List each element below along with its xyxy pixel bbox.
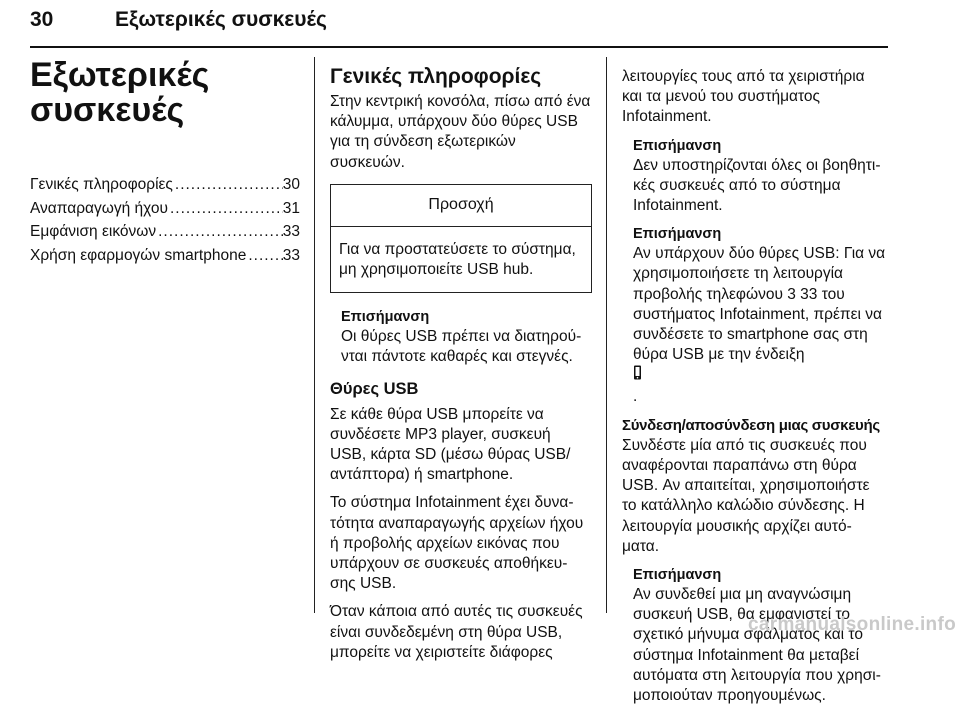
- toc-entry[interactable]: Εμφάνιση εικόνων ..... 33: [30, 220, 300, 244]
- paragraph: Όταν κάποια από αυτές τις συσκευές είναι συνδεδεμένη στη θύρα USB, μπορείτε να χειριστείτε διάφορες: [330, 603, 583, 661]
- note-title: Επισήμανση: [633, 226, 722, 243]
- page-number: 30: [30, 8, 54, 31]
- connect-disconnect-heading: Σύνδεση/αποσύνδεση μιας συσκευής: [622, 416, 880, 434]
- chapter-title: Εξωτερικές συσκευές: [30, 56, 210, 129]
- column-divider-2: [606, 57, 607, 613]
- table-of-contents: [30, 173, 300, 267]
- page-header: [30, 6, 890, 50]
- paragraph: Το σύστημα Infotainment έχει δυνα‐ τότητα αναπαραγωγής αρχείων ήχου ή προβολής αρχείων εικόνας που υπάρχουν σε συσκευές αποθήκευ‐ σης USB.: [330, 494, 584, 593]
- cross-reference-arrow-icon[interactable]: 3: [787, 285, 796, 303]
- note-block: [633, 136, 888, 217]
- running-title: Εξωτερικές συσκευές: [115, 8, 327, 31]
- toc-entry[interactable]: Αναπαραγωγή ήχου ..... 31: [30, 197, 300, 221]
- paragraph: Σε κάθε θύρα USB μπορείτε να συνδέσετε MP3 player, συσκευή USB, κάρτα SD (μέσω θύρας USB/ αντάπτορα) ή smartphone.: [330, 405, 571, 484]
- note-title: Επισήμανση: [633, 137, 722, 154]
- content-column-2: [330, 64, 592, 671]
- header-divider: [30, 46, 888, 48]
- note-block: [341, 307, 592, 367]
- note-block: [633, 224, 888, 407]
- caution-text: Για να προστατεύσετε το σύστημα, μη χρησιμοποιείτε USB hub.: [339, 240, 576, 279]
- caution-box: [330, 184, 592, 293]
- note-title: Επισήμανση: [341, 309, 430, 326]
- phone-usb-icon: [633, 365, 888, 386]
- column-divider-1: [314, 57, 315, 613]
- note-text: Δεν υποστηρίζονται όλες οι βοηθητι‐ κές συσκευές από το σύστημα Infotainment.: [633, 156, 881, 215]
- toc-entry[interactable]: Γενικές πληροφορίες ..... 30: [30, 173, 300, 197]
- note-text: Αν συνδεθεί μια μη αναγνώσιμη συσκευή USB, θα εμφανιστεί το σχετικό μήνυμα σφάλματος και το σύστημα Infotainment θα μεταβεί αυτόματα στη λειτουργία που χρησι‐ μοποιούταν προηγουμένως.: [633, 586, 881, 705]
- intro-paragraph: Στην κεντρική κονσόλα, πίσω από ένα κάλυμμα, υπάρχουν δύο θύρες USB για τη σύνδεση εξωτερικών συσκευών.: [330, 93, 591, 171]
- watermark: carmanualsonline.info: [748, 614, 956, 635]
- paragraph: Συνδέστε μία από τις συσκευές που αναφέρονται παραπάνω στη θύρα USB. Αν απαιτείται, χρησιμοποιήστε το κατάλληλο καλώδιο σύνδεσης. Η λειτουργία μουσικής αρχίζει αυτό‐ ματα.: [622, 436, 870, 555]
- chapter-column: [30, 58, 300, 267]
- section-heading: Γενικές πληροφορίες: [330, 65, 542, 88]
- toc-entry[interactable]: Χρήση εφαρμογών smartphone ..... 33: [30, 244, 300, 268]
- paragraph: λειτουργίες τους από τα χειριστήρια και τα μενού του συστήματος Infotainment.: [622, 68, 865, 126]
- caution-title: Προσοχή: [331, 185, 591, 227]
- note-text: Αν υπάρχουν δύο θύρες USB: Για να χρησιμοποιήσετε τη λειτουργία προβολής τηλεφώνου 3 33 του συστήματος Infotainment, πρέπει να συνδέσετε το smartphone σας στη θύρα USB με την ένδειξη .: [633, 244, 888, 407]
- note-title: Επισήμανση: [633, 567, 722, 584]
- note-text: Οι θύρες USB πρέπει να διατηρού‐ νται πάντοτε καθαρές και στεγνές.: [341, 328, 582, 366]
- usb-ports-heading: Θύρες USB: [330, 379, 419, 398]
